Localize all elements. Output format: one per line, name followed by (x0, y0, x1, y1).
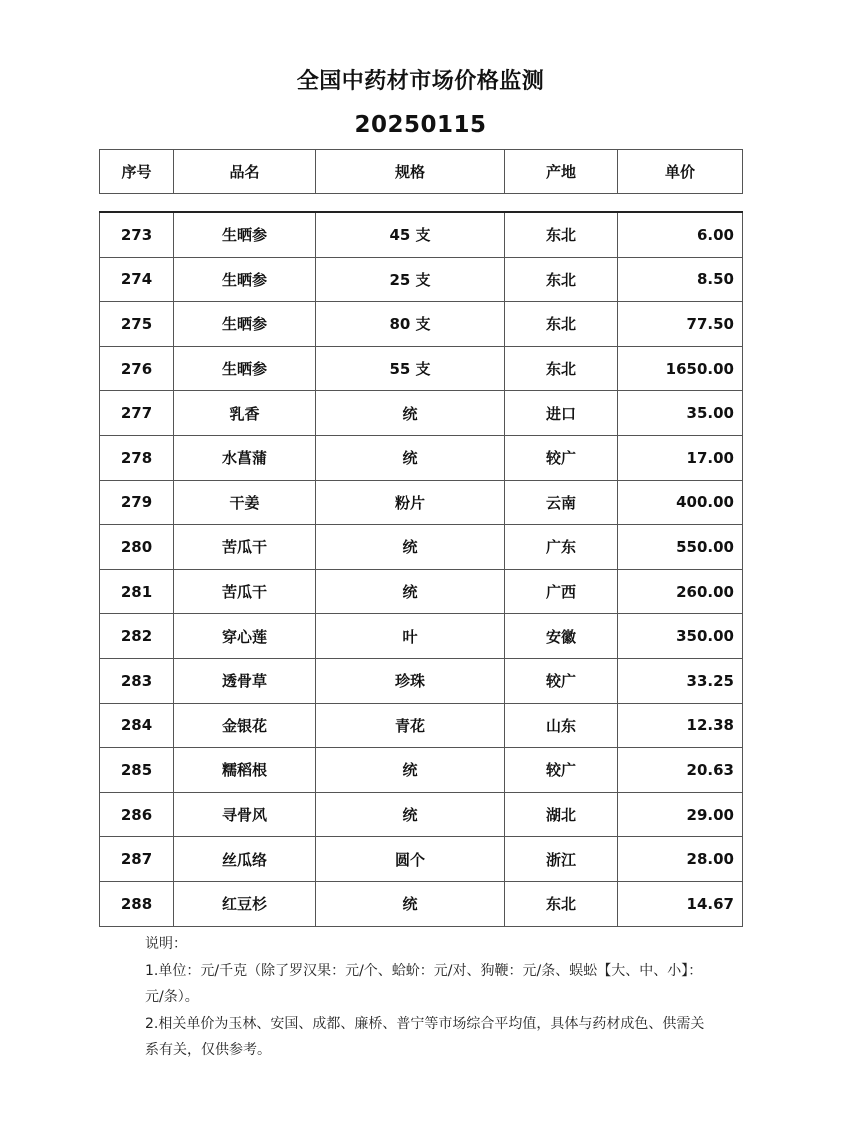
cell-spec: 统 (316, 792, 505, 837)
cell-price: 1650.00 (618, 346, 743, 391)
cell-spec: 统 (316, 748, 505, 793)
column-header-no: 序号 (100, 150, 174, 194)
cell-no: 273 (100, 212, 174, 257)
cell-spec: 粉片 (316, 480, 505, 525)
cell-name: 生晒参 (174, 212, 316, 257)
notes-line-unit: 1.单位：元/千克（除了罗汉果：元/个、蛤蚧：元/对、狗鞭：元/条、蜈蚣【大、中、小】：元/条）。 (145, 962, 703, 1005)
cell-price: 8.50 (618, 257, 743, 302)
table-row (100, 212, 743, 257)
table-row (100, 569, 743, 614)
table-row (100, 480, 743, 525)
cell-spec: 统 (316, 435, 505, 480)
cell-price: 77.50 (618, 302, 743, 347)
cell-name: 生晒参 (174, 257, 316, 302)
cell-origin: 云南 (505, 480, 618, 525)
cell-origin: 广西 (505, 569, 618, 614)
cell-price: 20.63 (618, 748, 743, 793)
cell-name: 红豆杉 (174, 881, 316, 926)
cell-no: 281 (100, 569, 174, 614)
cell-origin: 较广 (505, 748, 618, 793)
table-row (100, 302, 743, 347)
cell-name: 生晒参 (174, 302, 316, 347)
cell-origin: 东北 (505, 346, 618, 391)
cell-price: 14.67 (618, 881, 743, 926)
cell-origin: 东北 (505, 212, 618, 257)
cell-origin: 较广 (505, 435, 618, 480)
cell-price: 33.25 (618, 658, 743, 703)
notes (145, 931, 705, 1064)
cell-origin: 安徽 (505, 614, 618, 659)
column-header-spec: 规格 (316, 150, 505, 194)
cell-origin: 山东 (505, 703, 618, 748)
cell-name: 水菖蒲 (174, 435, 316, 480)
cell-origin: 东北 (505, 257, 618, 302)
cell-no: 287 (100, 837, 174, 882)
cell-origin: 广东 (505, 525, 618, 570)
cell-name: 生晒参 (174, 346, 316, 391)
cell-name: 乳香 (174, 391, 316, 436)
cell-price: 12.38 (618, 703, 743, 748)
cell-price: 350.00 (618, 614, 743, 659)
table-row (100, 658, 743, 703)
cell-price: 400.00 (618, 480, 743, 525)
cell-price: 6.00 (618, 212, 743, 257)
cell-price: 260.00 (618, 569, 743, 614)
cell-no: 274 (100, 257, 174, 302)
cell-no: 286 (100, 792, 174, 837)
cell-name: 寻骨风 (174, 792, 316, 837)
cell-spec: 圆个 (316, 837, 505, 882)
notes-heading: 说明： (145, 936, 187, 952)
cell-no: 275 (100, 302, 174, 347)
cell-origin: 进口 (505, 391, 618, 436)
cell-price: 29.00 (618, 792, 743, 837)
cell-spec: 45 支 (316, 212, 505, 257)
table-row (100, 525, 743, 570)
cell-name: 干姜 (174, 480, 316, 525)
cell-no: 288 (100, 881, 174, 926)
table-row (100, 257, 743, 302)
price-table (99, 211, 743, 927)
cell-name: 穿心莲 (174, 614, 316, 659)
cell-price: 28.00 (618, 837, 743, 882)
cell-no: 278 (100, 435, 174, 480)
column-header-origin: 产地 (505, 150, 618, 194)
cell-origin: 浙江 (505, 837, 618, 882)
cell-spec: 统 (316, 525, 505, 570)
table-row (100, 881, 743, 926)
cell-name: 透骨草 (174, 658, 316, 703)
table-row (100, 614, 743, 659)
cell-no: 285 (100, 748, 174, 793)
report-date: 20250115 (354, 112, 487, 138)
table-row (100, 837, 743, 882)
cell-price: 17.00 (618, 435, 743, 480)
cell-name: 糯稻根 (174, 748, 316, 793)
cell-origin: 较广 (505, 658, 618, 703)
cell-spec: 叶 (316, 614, 505, 659)
cell-no: 279 (100, 480, 174, 525)
table-row (100, 391, 743, 436)
table-header (99, 149, 743, 194)
cell-spec: 统 (316, 391, 505, 436)
cell-name: 金银花 (174, 703, 316, 748)
cell-spec: 80 支 (316, 302, 505, 347)
cell-origin: 东北 (505, 881, 618, 926)
table-row (100, 703, 743, 748)
cell-origin: 东北 (505, 302, 618, 347)
cell-no: 280 (100, 525, 174, 570)
page-title: 全国中药材市场价格监测 (296, 69, 545, 94)
cell-no: 282 (100, 614, 174, 659)
cell-no: 277 (100, 391, 174, 436)
cell-no: 284 (100, 703, 174, 748)
cell-name: 苦瓜干 (174, 569, 316, 614)
cell-name: 苦瓜干 (174, 525, 316, 570)
cell-spec: 统 (316, 881, 505, 926)
cell-origin: 湖北 (505, 792, 618, 837)
cell-spec: 25 支 (316, 257, 505, 302)
cell-spec: 珍珠 (316, 658, 505, 703)
cell-spec: 55 支 (316, 346, 505, 391)
notes-line-source: 2.相关单价为玉林、安国、成都、廉桥、普宁等市场综合平均值，具体与药材成色、供需关系有关，仅供参考。 (145, 1015, 705, 1058)
column-header-price: 单价 (618, 150, 743, 194)
column-header-name: 品名 (174, 150, 316, 194)
table-row (100, 435, 743, 480)
cell-spec: 青花 (316, 703, 505, 748)
table-row (100, 748, 743, 793)
table-row (100, 792, 743, 837)
cell-no: 283 (100, 658, 174, 703)
cell-name: 丝瓜络 (174, 837, 316, 882)
cell-spec: 统 (316, 569, 505, 614)
table-row (100, 346, 743, 391)
cell-no: 276 (100, 346, 174, 391)
cell-price: 35.00 (618, 391, 743, 436)
cell-price: 550.00 (618, 525, 743, 570)
